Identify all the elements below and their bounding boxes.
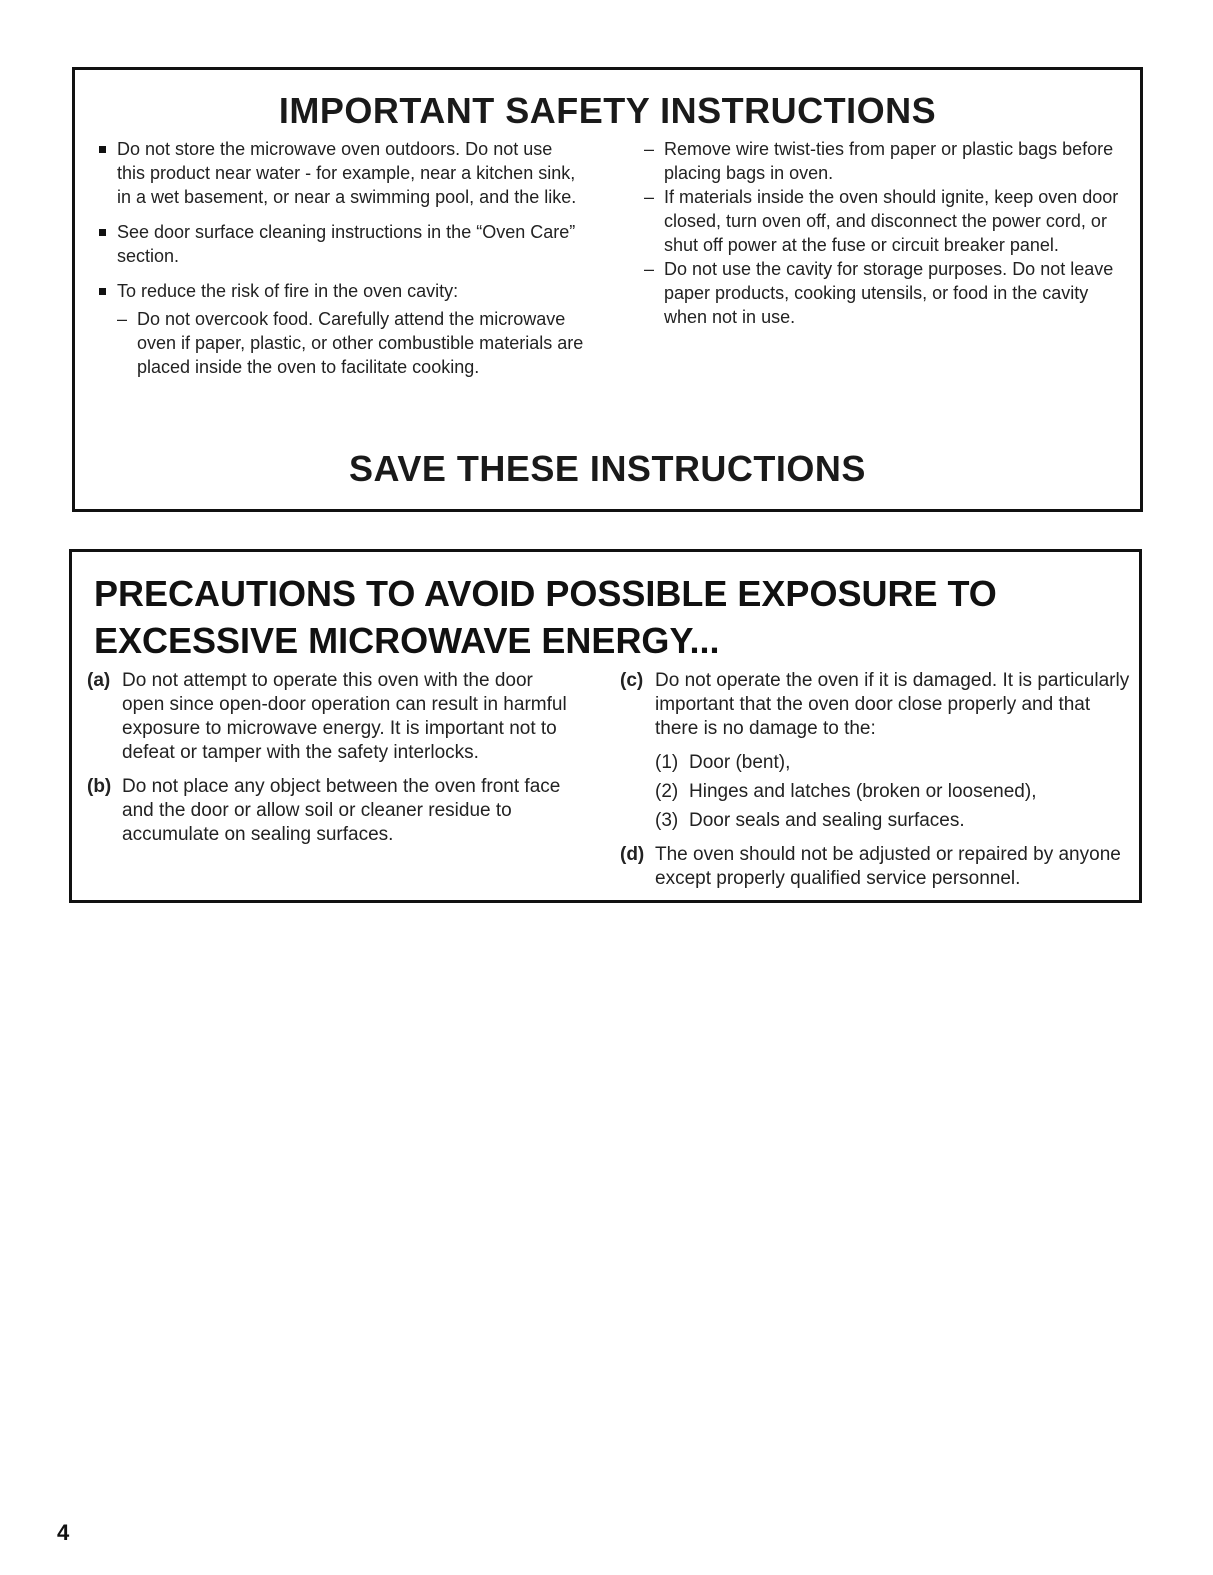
dash-icon: – (644, 259, 655, 279)
precaution-label: (c) (620, 670, 644, 691)
sub-item-text: Door seals and sealing surfaces. (689, 810, 965, 831)
precaution-label: (d) (620, 844, 645, 865)
square-bullet-icon (99, 288, 106, 295)
safety-bullet (95, 137, 585, 209)
dash-icon: – (644, 139, 655, 159)
safety-bullet (95, 220, 585, 268)
precaution-item (620, 843, 1130, 891)
save-instructions-title: SAVE THESE INSTRUCTIONS (349, 448, 866, 489)
precautions-box (69, 549, 1142, 903)
safety-bullet-text: Do not store the microwave oven outdoors. Do not use this product near water - for example, near a kitchen sink, in a wet basement, or near a swimming pool, and the like. (117, 139, 577, 207)
safety-dash-item (644, 185, 1124, 257)
precaution-sub-item (655, 751, 1130, 775)
safety-dash-item (644, 137, 1124, 185)
precautions-left-column (87, 669, 567, 857)
sub-item-label: (1) (655, 752, 679, 773)
page-number: 4 (57, 1520, 70, 1545)
precaution-sub-item (655, 780, 1130, 804)
safety-dash-text: Do not use the cavity for storage purposes. Do not leave paper products, cooking utensils, or food in the cavity when not in use. (664, 259, 1114, 327)
precautions-title: PRECAUTIONS TO AVOID POSSIBLE EXPOSURE TO EXCESSIVE MICROWAVE ENERGY... (94, 573, 997, 661)
precaution-item (87, 669, 567, 765)
safety-right-column (644, 137, 1124, 329)
square-bullet-icon (99, 146, 106, 153)
square-bullet-icon (99, 229, 106, 236)
sub-item-text: Hinges and latches (broken or loosened), (689, 781, 1037, 802)
precaution-sub-item (655, 809, 1130, 833)
safety-bullet-text: To reduce the risk of fire in the oven cavity: (117, 281, 459, 301)
safety-dash-item (117, 307, 585, 379)
precautions-right-column (620, 669, 1130, 901)
safety-instructions-box (72, 67, 1143, 512)
dash-icon: – (644, 187, 655, 207)
safety-bullet-text: See door surface cleaning instructions in the “Oven Care” section. (117, 222, 576, 266)
safety-title: IMPORTANT SAFETY INSTRUCTIONS (278, 90, 937, 131)
dash-icon: – (117, 309, 128, 329)
precaution-text: Do not place any object between the oven front face and the door or allow soil or cleaner residue to accumulate on sealing surfaces. (122, 776, 561, 845)
sub-item-label: (3) (655, 810, 679, 831)
sub-item-label: (2) (655, 781, 679, 802)
precaution-label: (b) (87, 776, 112, 797)
precaution-label: (a) (87, 670, 111, 691)
safety-dash-item (644, 257, 1124, 329)
precaution-text: The oven should not be adjusted or repaired by anyone except properly qualified service personnel. (655, 844, 1121, 889)
safety-dash-text: Do not overcook food. Carefully attend the microwave oven if paper, plastic, or other combustible materials are placed inside the oven to facilitate cooking. (137, 309, 584, 377)
precaution-item (620, 669, 1130, 741)
sub-item-text: Door (bent), (689, 752, 791, 773)
precaution-text: Do not attempt to operate this oven with the door open since open-door operation can result in harmful exposure to microwave energy. It is important not to defeat or tamper with the safety interlocks. (122, 670, 567, 763)
safety-dash-text: If materials inside the oven should ignite, keep oven door closed, turn oven off, and disconnect the power cord, or shut off power at the fuse or circuit breaker panel. (664, 187, 1119, 255)
precaution-item (87, 775, 567, 847)
safety-left-column (95, 137, 585, 379)
safety-bullet (95, 279, 585, 303)
safety-dash-text: Remove wire twist-ties from paper or plastic bags before placing bags in oven. (664, 139, 1114, 183)
precaution-text: Do not operate the oven if it is damaged. It is particularly important that the oven door close properly and that there is no damage to the: (655, 670, 1130, 739)
